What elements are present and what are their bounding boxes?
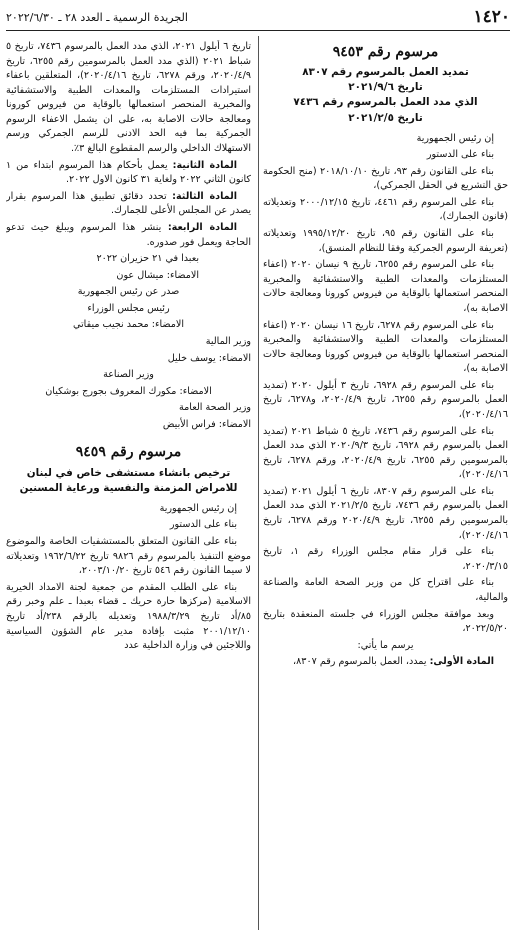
decree-9459-subtitle-line: للامراض المزمنة والنفسية ورعاية المسنين <box>19 481 238 494</box>
preamble-paragraph: بناء على الطلب المقدم من جمعية لجنة الامداد الخيرية الاسلامية (مركزها حارة حريك ـ قضاء بعبدا ـ علم وخبر رقم ٨٥/أد تاريخ ١٩٨٨/٣/٢٩ وتعديله بالرقم ٢٣٨/أد تاريخ ٢٠٠١/١٢/١٠ مثبت بإفادة مدير عام الشؤون السياسية واللاجئين في وزارة الداخلية عدد <box>6 581 251 652</box>
signature-industry: الامضاء: مكورك المعروف بجورج بوشكيان <box>45 385 212 397</box>
decree-9453-subtitle-line: تمديد العمل بالمرسوم رقم ٨٣٠٧ <box>302 66 469 79</box>
signature-president: الامضاء: ميشال عون <box>116 269 199 281</box>
article-1-label: المادة الأولى: <box>429 656 494 668</box>
signature-health: الامضاء: فراس الأبيض <box>162 418 251 430</box>
page-number: ١٤٢٠ <box>473 7 510 27</box>
decree-9453-title: مرسوم رقم ٩٤٥٣ <box>332 44 439 60</box>
article-4-text: ينشر هذا المرسوم ويبلغ حيث تدعو الحاجة ويعمل فور صدوره. <box>6 221 251 248</box>
decree-9453-subtitle <box>263 65 508 125</box>
article-2-label: المادة الثانية: <box>172 159 237 171</box>
signature-pm: الامضاء: محمد نجيب ميقاتي <box>73 319 184 331</box>
preamble-line: بناء على الدستور <box>426 149 494 161</box>
health-minister-title: وزير الصحة العامة <box>179 402 251 414</box>
decree-9453-subtitle-line: تاريخ ٢٠٢١/٩/٦ <box>348 81 423 94</box>
preamble-paragraph: وبعد موافقة مجلس الوزراء في جلسته المنعقدة بتاريخ ٢٠٢٢/٥/٢٠، <box>263 608 508 635</box>
preamble-paragraph: بناء على المرسوم رقم ٧٤٣٦، تاريخ ٥ شباط ٢٠٢١ (تمديد العمل بالمرسوم رقم ٦٩٢٨، تاريخ ٢٠٢٠/٩/٣ الذي مدد العمل بالمرسومين رقم ٦٢٥٥، تاريخ ٢٠٢٠/٤/٩، ورقم ٦٢٧٨، تاريخ ٢٠٢٠/٤/١٦)، <box>263 425 508 481</box>
preamble-line: إن رئيس الجمهورية <box>416 132 494 144</box>
article-3-text: تحدد دقائق تطبيق هذا المرسوم بقرار يصدر عن المجلس الأعلى للجمارك. <box>6 190 251 217</box>
column-divider <box>258 36 259 930</box>
decree-9459-title: مرسوم رقم ٩٤٥٩ <box>75 444 182 461</box>
preamble-paragraph: بناء على القانون رقم ٩٥، تاريخ ١٩٩٥/١٢/٢٠ وتعديلاته (تعريفة الرسوم الجمركية وفقا للنظام المنسق)، <box>263 228 508 254</box>
issued-by-line: صدر عن رئيس الجمهورية <box>77 286 180 298</box>
decree-9453-subtitle-line: الذي مدد العمل بالمرسوم رقم ٧٤٣٦ <box>293 96 478 109</box>
preamble-line: بناء على الدستور <box>169 519 237 531</box>
signature-finance: الامضاء: يوسف خليل <box>167 352 251 364</box>
article-1-continuation: تاريخ ٦ أيلول ٢٠٢١، الذي مدد العمل بالمرسوم ٧٤٣٦، تاريخ ٥ شباط ٢٠٢١ (الذي مدد العمل بالمرسومين رقم ٦٢٥٥، تاريخ ٢٠٢٠/٤/٩، ورقم ٦٢٧٨، تاريخ ٢٠٢٠/٤/١٦)، المتعلقين باعفاء استيرادات المستلزمات والمعدات الطبية والاستشفائية والمخبرية المنحصر استعمالها بالوقاية من فيروس كورونا ومعالجة حالات الاصابة به، على ان يشمل الاعفاء الرسوم الجمركية بما فيه الحد الادنى للرسم الجمركي ورسم الاستهلاك الداخلي والرسم المقطوع البالغ ٣٪. <box>6 41 251 155</box>
preamble-paragraph: بناء على المرسوم رقم ٦٢٧٨، تاريخ ١٦ نيسان ٢٠٢٠ (اعفاء المستلزمات والمعدات الطبية والاستشفائية والمخبرية المنحصر استعمالها بالوقاية من فيروس كورونا ومعالجة حالات الاصابة به)، <box>263 319 508 375</box>
industry-minister-title: وزير الصناعة <box>103 369 154 381</box>
preamble-paragraph: بناء على اقتراح كل من وزير الصحة العامة والصناعة والمالية، <box>263 577 508 603</box>
preamble-paragraph: بناء على المرسوم رقم ٦٩٢٨، تاريخ ٣ أيلول ٢٠٢٠ (تمديد العمل بالمرسوم رقم ٦٢٥٥، تاريخ ٢٠٢٠/٤/٩، و٦٢٧٨، تاريخ ٢٠٢٠/٤/١٦)، <box>263 379 508 420</box>
decree-9453-subtitle-line: تاريخ ٢٠٢١/٢/٥ <box>348 111 423 124</box>
preamble-line: إن رئيس الجمهورية <box>159 502 237 514</box>
decree-9459-subtitle-line: ترخيص بانشاء مستشفى خاص في لبنان <box>26 466 231 479</box>
article-4-label: المادة الرابعة: <box>167 221 237 233</box>
preamble-paragraph: بناء على المرسوم رقم ٨٣٠٧، تاريخ ٦ أيلول ٢٠٢١ (تمديد العمل بالمرسوم رقم ٧٤٣٦، تاريخ ٢٠٢١/٢/٥ الذي مدد العمل بالمرسومين رقم ٦٢٥٥، تاريخ ٢٠٢٠/٤/٩ ورقم ٦٢٧٨، تاريخ ٢٠٢٠/٤/١٦)، <box>263 485 508 541</box>
column-right <box>263 40 508 930</box>
article-1 <box>263 655 508 670</box>
signing-date: بعبدا في ٢١ حزيران ٢٠٢٢ <box>96 253 199 265</box>
journal-issue-line: الجريدة الرسمية ـ العدد ٢٨ ـ ٢٠٢٢/٦/٣٠ <box>6 10 188 24</box>
article-3-label: المادة الثالثة: <box>172 190 237 202</box>
preamble-paragraph: بناء على المرسوم رقم ٦٢٥٥، تاريخ ٩ نيسان ٢٠٢٠ (اعفاء المستلزمات والمعدات الطبية والاستشفائية والمخبرية المنحصر استعمالها بالوقاية من فيروس كورونا ومعالجة حالات الاصابة به)، <box>263 259 508 314</box>
preamble-paragraph: بناء على قرار مقام مجلس الوزراء رقم ١، تاريخ ٢٠٢٠/٣/١٥، <box>263 546 508 572</box>
finance-minister-title: وزير المالية <box>205 335 251 347</box>
article-2-text: يعمل بأحكام هذا المرسوم ابتداء من ١ كانون الثاني ٢٠٢٢ ولغاية ٣١ كانون الاول ٢٠٢٢. <box>6 159 251 186</box>
article-1-text: يمدد، العمل بالمرسوم رقم ٨٣٠٧، <box>293 656 427 668</box>
preamble-paragraph: بناء على القانون رقم ٩٣، تاريخ ٢٠١٨/١٠/١٠ (منح الحكومة حق التشريع في الحقل الجمركي)، <box>263 165 508 192</box>
preamble-paragraph: بناء على المرسوم رقم ٤٤٦١، تاريخ ٢٠٠٠/١٢/١٥ وتعديلاته (قانون الجمارك)، <box>263 196 508 223</box>
article-4 <box>6 221 251 250</box>
article-3 <box>6 190 251 219</box>
decrees-label: يرسم ما يأتي: <box>357 639 414 651</box>
article-2 <box>6 159 251 188</box>
page-header <box>6 4 510 31</box>
column-left <box>6 40 251 930</box>
preamble-paragraph: بناء على القانون المتعلق بالمستشفيات الخاصة والموضوع موضع التنفيذ بالمرسوم رقم ٩٨٢٦ تاريخ ١٩٦٢/٦/٢٢ وتعديلاته لا سيما القانون رقم ٥٤٦ تاريخ ٢٠٠٣/١٠/٢٠، <box>6 536 251 577</box>
pm-title: رئيس مجلس الوزراء <box>87 302 170 314</box>
decree-9459-subtitle <box>6 466 251 496</box>
